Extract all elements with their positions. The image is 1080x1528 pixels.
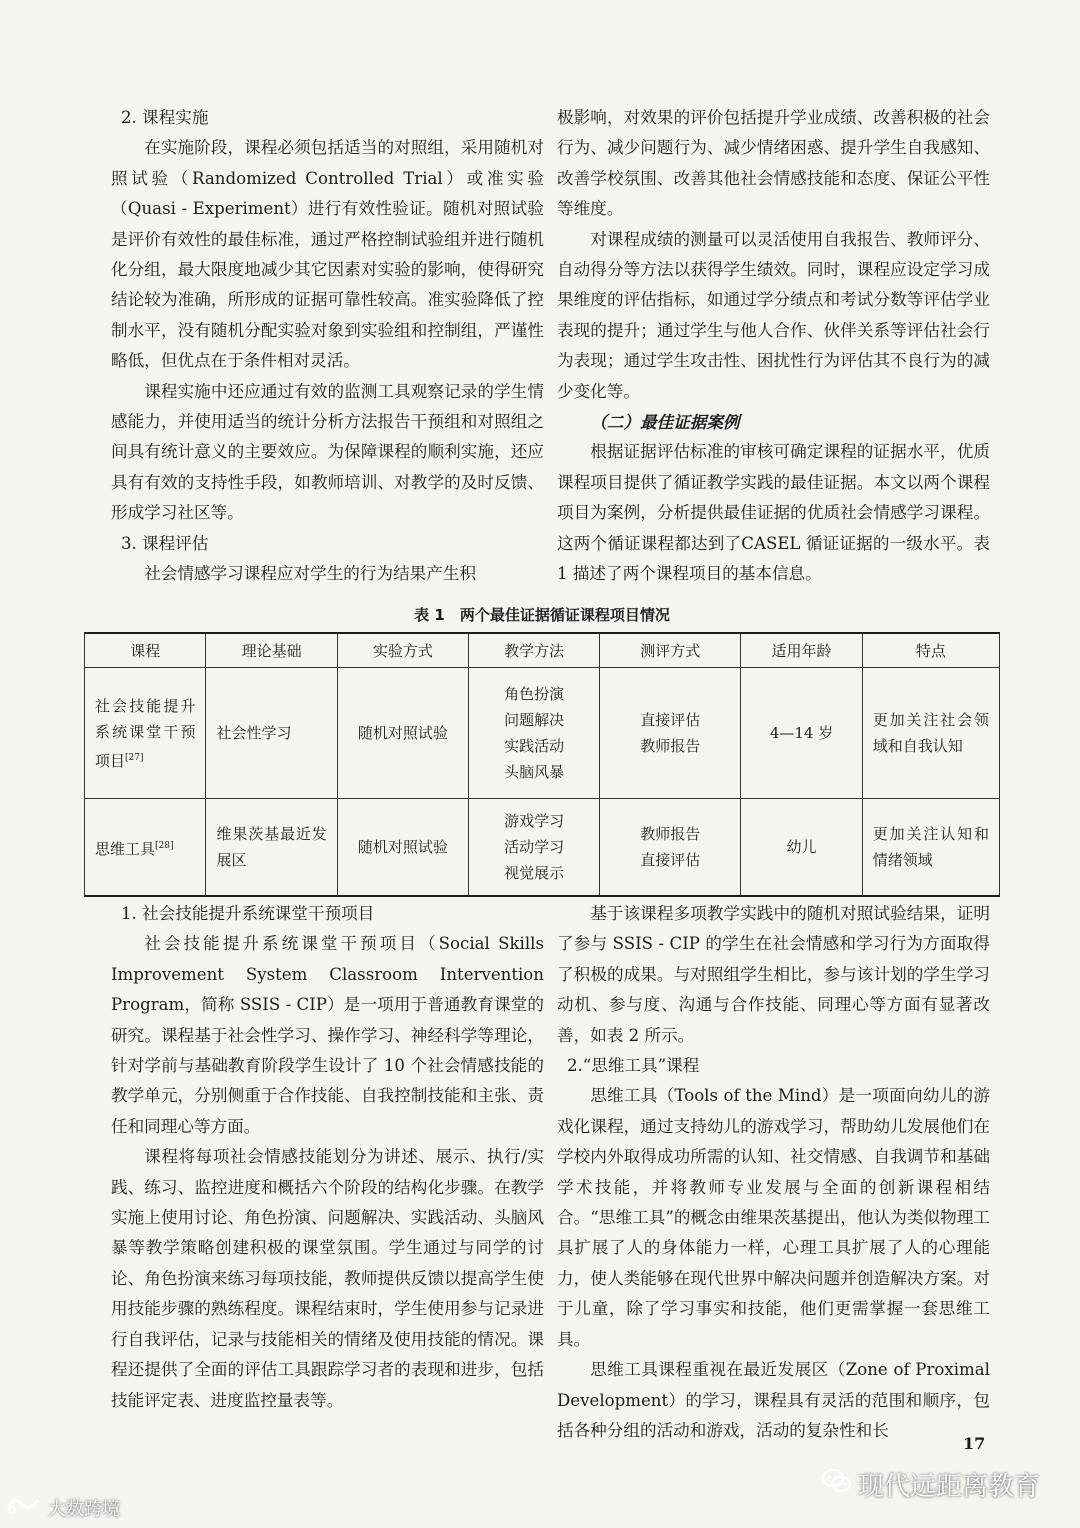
- course-table: [84, 632, 1000, 897]
- paragraph: 思维工具课程重视在最近发展区（Zone of Proximal Development）的学习，课程具有灵活的范围和顺序，包括各种分组的活动和游戏，活动的复杂性和长: [557, 1360, 990, 1440]
- paragraph: 社会技能提升系统课堂干预项目（Social Skills Improvement System Classroom Intervention Program，简称 SSIS - CIP）是一项用于普通教育课堂的研究。课程基于社会性学习、操作学习、神经科学等理论，针对学前与基础教育阶段学生设计了 10 个社会情感技能的教学单元，分别侧重于合作技能、自我控制技能和主张、责任和同理心等方面。: [111, 934, 544, 1136]
- paragraph: 极影响，对效果的评价包括提升学业成绩、改善积极的社会行为、减少问题行为、减少情绪困惑、提升学生自我感知、改善学校氛围、改善其他社会情感技能和态度、保证公平性等维度。: [557, 108, 990, 219]
- subheading-best-evidence: （二）最佳证据案例: [590, 412, 740, 433]
- watermark-text: 现代远距离教育: [858, 1472, 1041, 1502]
- table-caption: 表 1 两个最佳证据循证课程项目情况: [414, 606, 670, 624]
- brand-logo-icon: [4, 1494, 44, 1521]
- table-row: [85, 668, 1000, 799]
- table-header: 适用年龄: [741, 633, 863, 668]
- right-column: [557, 103, 990, 590]
- paragraph: 课程实施中还应通过有效的监测工具观察记录的学生情感能力，并使用适当的统计分析方法报告干预组和对照组之间具有统计意义的主要效应。为保障课程的顺利实施，还应具有有效的支持性手段，如教师培训、对教学的及时反馈、形成学习社区等。: [111, 381, 544, 523]
- page-number: 17: [963, 1434, 986, 1453]
- wechat-icon: [822, 1468, 852, 1501]
- cell-experiment: 随机对照试验: [337, 799, 468, 897]
- paragraph: 课程将每项社会情感技能划分为讲述、展示、执行/实践、练习、监控进度和概括六个阶段的结构化步骤。在教学实施上使用讨论、角色扮演、问题解决、实践活动、头脑风暴等教学策略创建积极的课堂氛围。学生通过与同学的讨论、角色扮演来练习每项技能，教师提供反馈以提高学生使用技能步骤的熟练程度。课程结束时，学生使用参与记录进行自我评估，记录与技能相关的情绪及使用技能的情况。课程还提供了全面的评估工具跟踪学习者的表现和进步，包括技能评定表、进度监控量表等。: [111, 1147, 544, 1410]
- cell-assessment: 教师报告 直接评估: [600, 799, 741, 897]
- cell-course: 思维工具[28]: [85, 799, 206, 897]
- table-header-row: [85, 633, 1000, 668]
- cell-methods: 游戏学习 活动学习 视觉展示: [468, 799, 599, 897]
- paragraph: 对课程成绩的测量可以灵活使用自我报告、教师评分、自动得分等方法以获得学生绩效。同时，课程应设定学习成果维度的评估指标，如通过学分绩点和考试分数等评估学业表现的提升；通过学生与他人合作、伙伴关系等评估社会行为表现；通过学生攻击性、困扰性行为评估其不良行为的减少变化等。: [557, 229, 990, 401]
- section-heading-tools: 2.“思维工具”课程: [566, 1056, 700, 1076]
- cell-experiment: 随机对照试验: [337, 668, 468, 799]
- cell-age: 幼儿: [741, 799, 863, 897]
- left-column: [111, 103, 544, 590]
- section-heading-evaluation: 3. 课程评估: [120, 533, 209, 553]
- cell-features: 更加关注认知和情绪领域: [862, 799, 999, 897]
- paragraph: 根据证据评估标准的审核可确定课程的证据水平，优质课程项目提供了循证教学实践的最佳证据。本文以两个课程项目为案例，分析提供最佳证据的优质社会情感学习课程。这两个循证课程都达到了CASEL 循证证据的一级水平。表 1 描述了两个课程项目的基本信息。: [557, 442, 990, 584]
- cell-theory: 社会性学习: [206, 668, 337, 799]
- cell-theory: 维果茨基最近发展区: [206, 799, 337, 897]
- paragraph: 在实施阶段，课程必须包括适当的对照组，采用随机对照试验（Randomized Controlled Trial）或准实验（Quasi - Experiment）进行有效性验证。随机对照试验是评价有效性的最佳标准，通过严格控制试验组并进行随机化分组，最大限度地减少其它因素对实验的影响，使得研究结论较为准确，所形成的证据可靠性较高。准实验降低了控制水平，没有随机分配实验对象到实验组和控制组，严谨性略低，但优点在于条件相对灵活。: [111, 138, 544, 371]
- table-header: 理论基础: [206, 633, 337, 668]
- watermark-text: 大数跨境: [48, 1498, 120, 1520]
- paragraph: 基于该课程多项教学实践中的随机对照试验结果，证明了参与 SSIS - CIP 的学生在社会情感和学习行为方面取得了积极的成果。与对照组学生相比，参与该计划的学生学习动机、参与度、沟通与合作技能、同理心等方面有显著改善，如表 2 所示。: [557, 904, 990, 1045]
- cell-assessment: 直接评估 教师报告: [600, 668, 741, 799]
- bottom-left-column: [111, 899, 544, 1416]
- paragraph: 思维工具（Tools of the Mind）是一项面向幼儿的游戏化课程，通过支持幼儿的游戏学习，帮助幼儿发展他们在学校内外取得成功所需的认知、社交情感、自我调节和基础学术技能，并将教师专业发展与全面的创新课程相结合。“思维工具”的概念由维果茨基提出，他认为类似物理工具扩展了人的身体能力一样，心理工具扩展了人的心理能力，使人类能够在现代世界中解决问题并创造解决方案。对于儿童，除了学习事实和技能，他们更需掌握一套思维工具。: [557, 1086, 990, 1349]
- cell-features: 更加关注社会领域和自我认知: [862, 668, 999, 799]
- watermark-left: [4, 1494, 120, 1521]
- cell-course: 社会技能提升系统课堂干预项目[27]: [85, 668, 206, 799]
- watermark-right: [822, 1466, 1040, 1503]
- table-header: 课程: [85, 633, 206, 668]
- table-header: 实验方式: [337, 633, 468, 668]
- cell-age: 4—14 岁: [741, 668, 863, 799]
- table-header: 特点: [862, 633, 999, 668]
- section-heading-implementation: 2. 课程实施: [120, 108, 209, 127]
- paragraph: 社会情感学习课程应对学生的行为结果产生积: [144, 564, 477, 584]
- section-heading-ssis: 1. 社会技能提升系统课堂干预项目: [120, 904, 375, 923]
- table-row: [85, 799, 1000, 897]
- bottom-right-column: [557, 899, 990, 1446]
- table-header: 测评方式: [600, 633, 741, 668]
- table-header: 教学方法: [468, 633, 599, 668]
- cell-methods: 角色扮演 问题解决 实践活动 头脑风暴: [468, 668, 599, 799]
